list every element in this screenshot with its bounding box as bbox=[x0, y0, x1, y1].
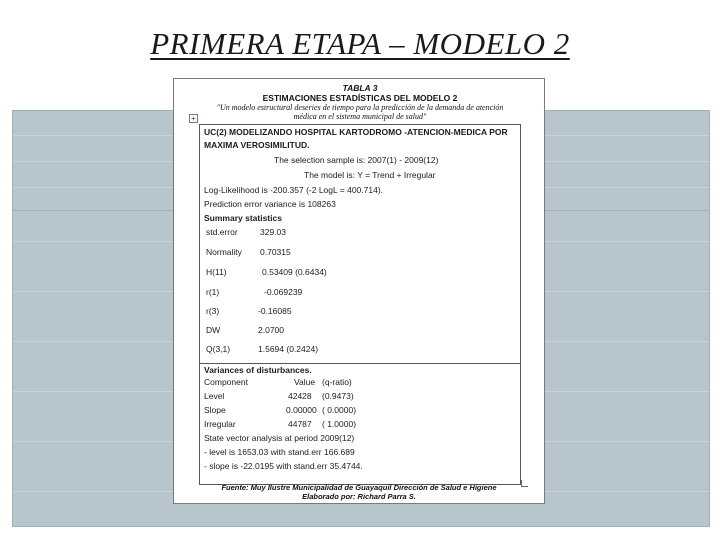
prediction-variance-text: Prediction error variance is 108263 bbox=[204, 199, 336, 209]
stat-label: std.error bbox=[206, 227, 238, 237]
variance-value: 42428 bbox=[288, 391, 312, 401]
stat-label: Normality bbox=[206, 247, 242, 257]
table-heading: TABLA 3 bbox=[342, 83, 378, 93]
table-move-handle-icon[interactable]: + bbox=[189, 114, 198, 123]
level-text: - level is 1653.03 with stand.err 166.689 bbox=[204, 447, 355, 457]
variance-value: 44787 bbox=[288, 419, 312, 429]
stat-label: r(1) bbox=[206, 287, 220, 297]
model-title-line1: UC(2) MODELIZANDO HOSPITAL KARTODROMO -ATENCION-MEDICA POR bbox=[204, 127, 508, 137]
variance-component: Slope bbox=[204, 405, 226, 415]
model-title-line2: MAXIMA VEROSIMILITUD. bbox=[204, 140, 310, 150]
variance-component: Irregular bbox=[204, 419, 236, 429]
stat-value: 2.0700 bbox=[258, 325, 284, 335]
table-subheading: ESTIMACIONES ESTADÍSTICAS DEL MODELO 2 bbox=[262, 93, 458, 103]
variances-heading: Variances of disturbances. bbox=[204, 365, 312, 375]
stat-label: DW bbox=[206, 325, 221, 335]
stat-value: 0.53409 (0.6434) bbox=[262, 267, 327, 277]
slope-text: - slope is -22.0195 with stand.err 35.4744. bbox=[204, 461, 363, 471]
summary-heading: Summary statistics bbox=[204, 213, 282, 223]
stat-value: 0.70315 bbox=[260, 247, 291, 257]
sample-text: The selection sample is: 2007(1) - 2009(12) bbox=[274, 155, 439, 165]
variance-ratio: ( 0.0000) bbox=[322, 405, 357, 415]
state-vector-text: State vector analysis at period 2009(12) bbox=[204, 433, 355, 443]
column-header-value: Value bbox=[294, 377, 316, 387]
column-header-ratio: (q-ratio) bbox=[322, 377, 352, 387]
stat-value: -0.069239 bbox=[264, 287, 303, 297]
table-caption-line1: "Un modelo estructural deseries de tiempo para la predicción de la demanda de atención bbox=[216, 103, 504, 112]
author-note: Elaborado por: Richard Parra S. bbox=[302, 492, 416, 501]
variance-ratio: (0.9473) bbox=[322, 391, 354, 401]
stat-value: -0.16085 bbox=[258, 306, 292, 316]
column-header-component: Component bbox=[204, 377, 248, 387]
stat-label: H(11) bbox=[206, 267, 227, 277]
variance-component: Level bbox=[204, 391, 225, 401]
variance-value: 0.00000 bbox=[286, 405, 317, 415]
estimation-results-box bbox=[199, 124, 521, 364]
model-text: The model is: Y = Trend + Irregular bbox=[304, 170, 436, 180]
stat-value: 329.03 bbox=[260, 227, 286, 237]
slide-title: PRIMERA ETAPA – MODELO 2 bbox=[150, 26, 570, 61]
stat-value: 1.5694 (0.2424) bbox=[258, 344, 319, 354]
stat-label: Q(3,1) bbox=[206, 344, 231, 354]
variances-box bbox=[199, 363, 521, 485]
source-note: Fuente: Muy Ilustre Municipalidad de Guayaquil Dirección de Salud e Higiene bbox=[221, 483, 497, 492]
stat-label: r(3) bbox=[206, 306, 220, 316]
loglikelihood-text: Log-Likelihood is -200.357 (-2 LogL = 400.714). bbox=[204, 185, 384, 195]
variance-ratio: ( 1.0000) bbox=[322, 419, 357, 429]
table-caption-line2: médica en el sistema municipal de salud" bbox=[293, 112, 427, 121]
